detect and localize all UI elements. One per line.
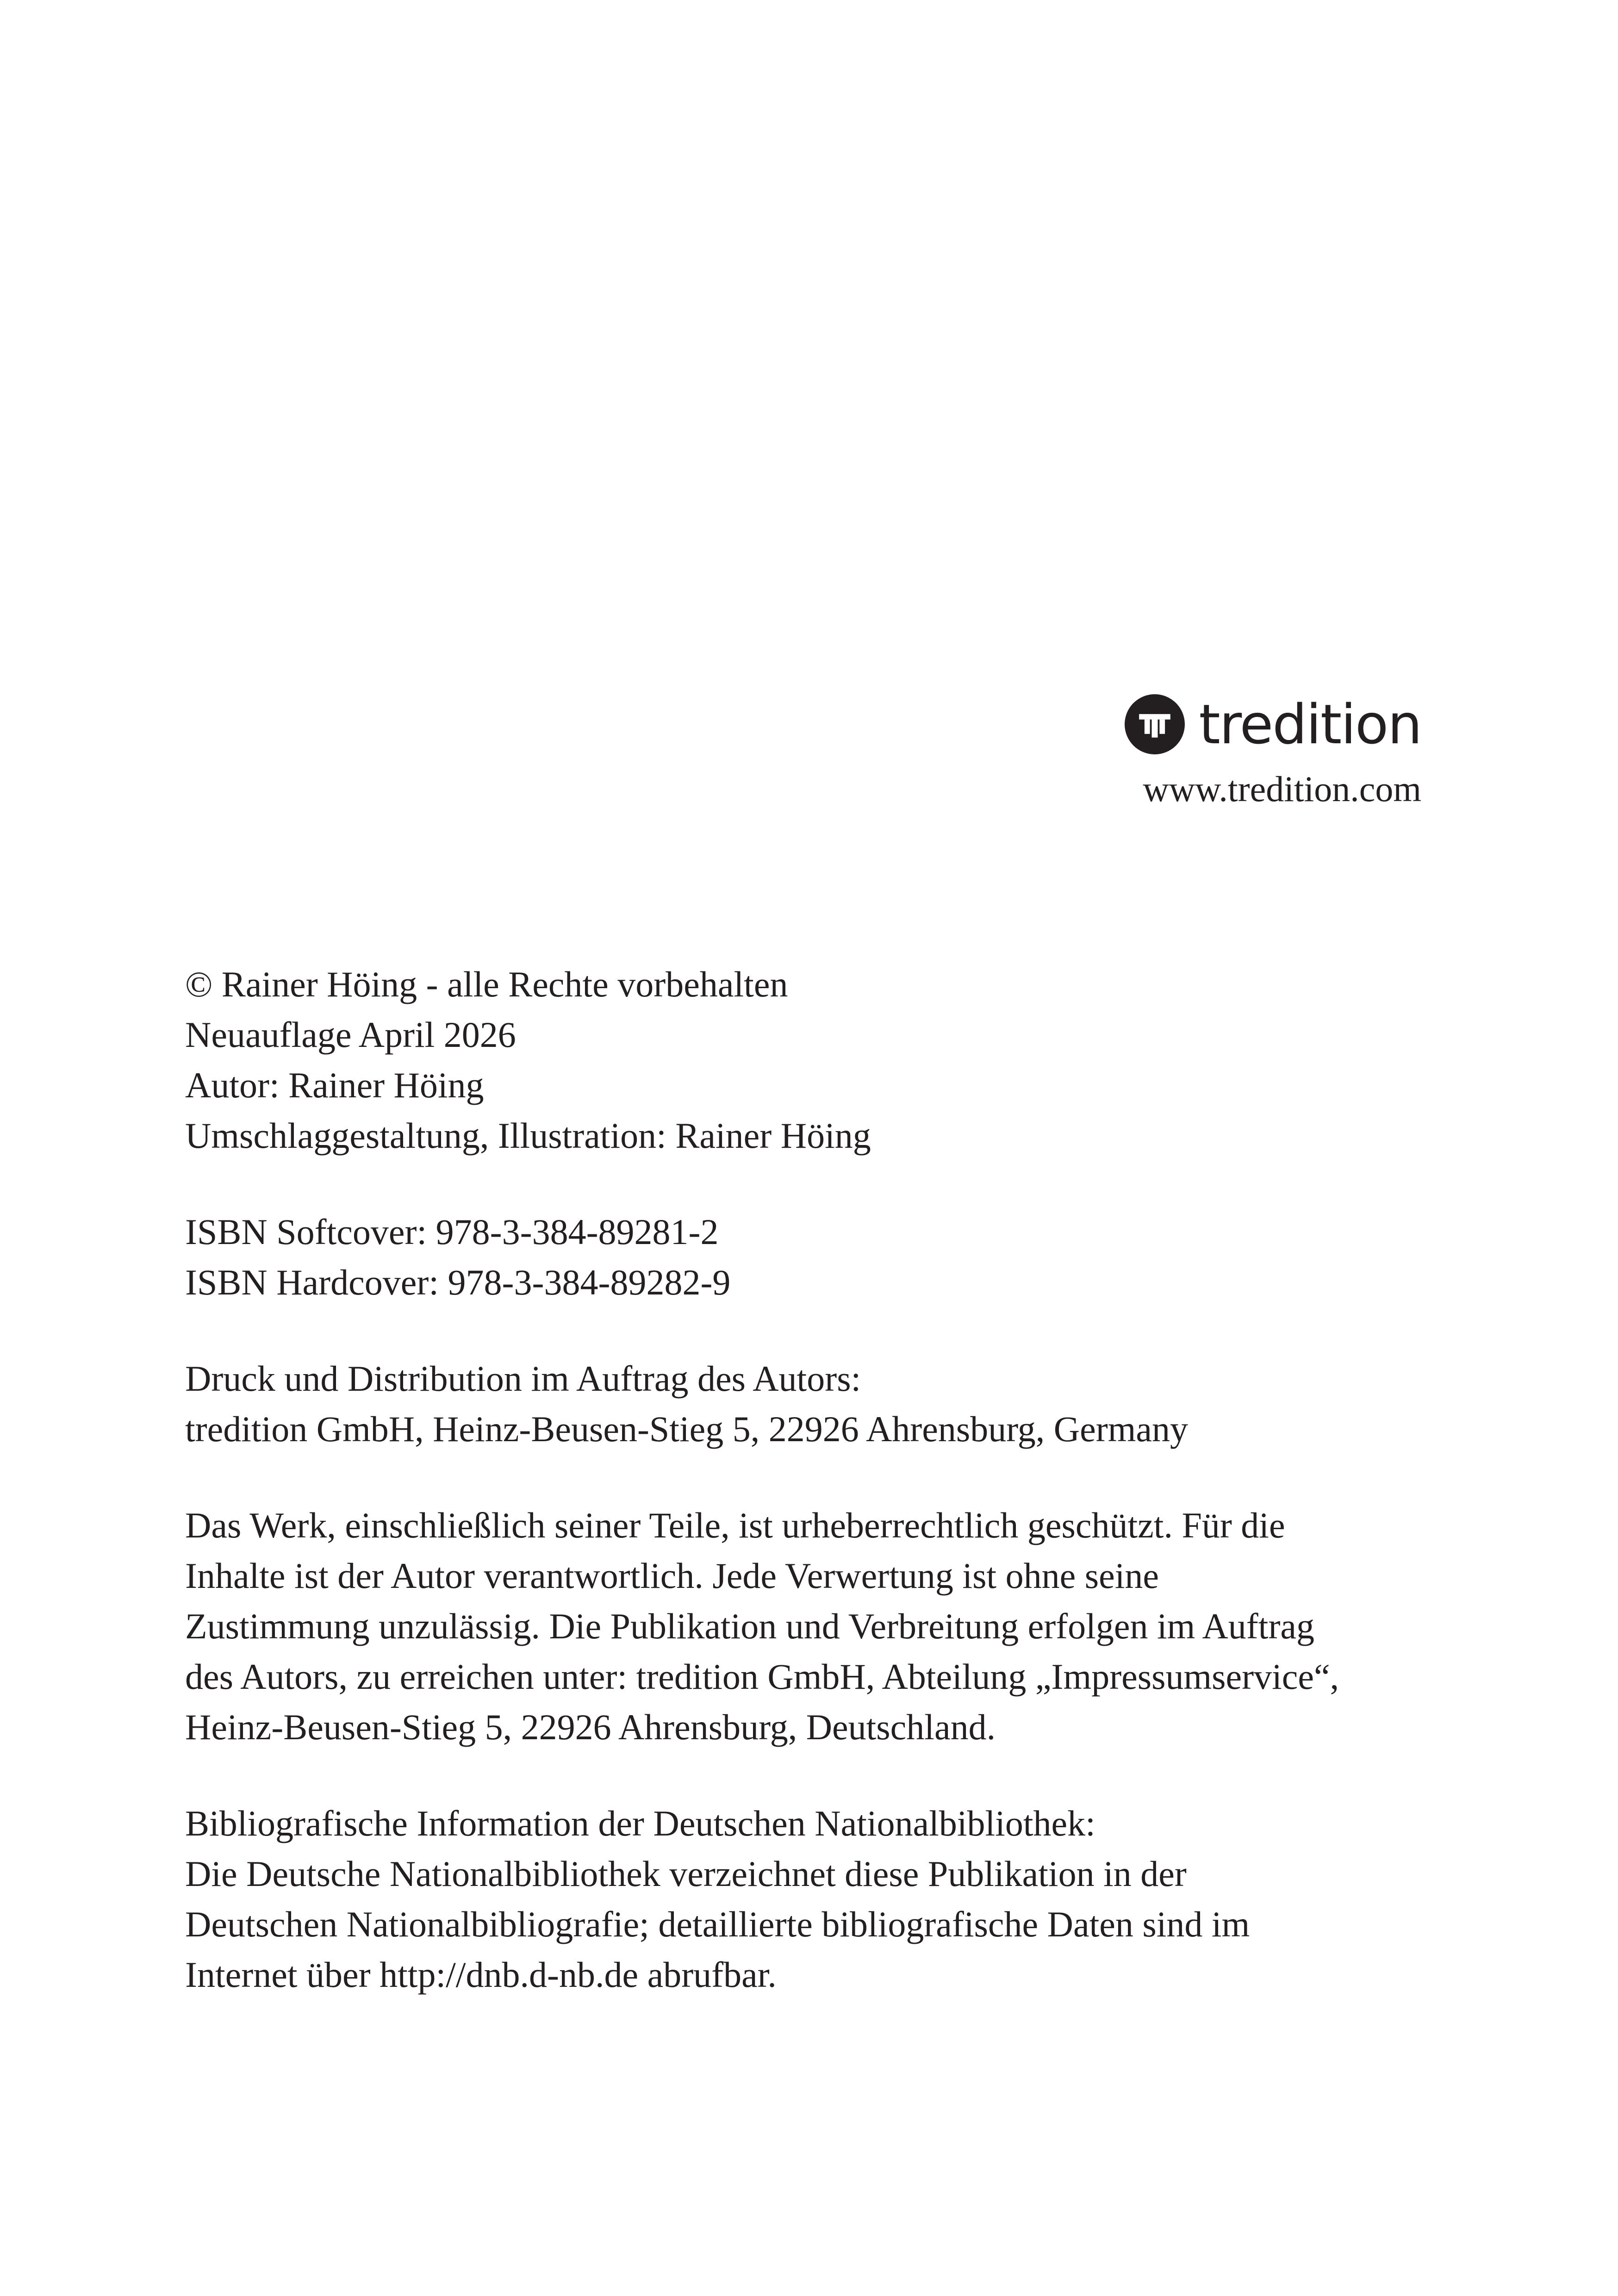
publisher-logo (1005, 690, 1421, 759)
publisher-block (1005, 690, 1421, 807)
author-line: Autor: Rainer Höing (185, 1065, 484, 1105)
imprint-text (185, 959, 1435, 2046)
bibliographic-info-line: Die Deutsche Nationalbibliothek verzeichnet diese Publikation in der (185, 1854, 1187, 1894)
publisher-url: www.tredition.com (1143, 769, 1421, 809)
isbn-hardcover: ISBN Hardcover: 978-3-384-89282-9 (185, 1262, 731, 1302)
copyright-notice-line: des Autors, zu erreichen unter: tredition GmbH, Abteilung „Impressumservice“, (185, 1656, 1339, 1697)
edition-line: Neuauflage April 2026 (185, 1014, 516, 1055)
distribution-address: tredition GmbH, Heinz-Beusen-Stieg 5, 22926 Ahrensburg, Germany (185, 1409, 1189, 1449)
isbn-paragraph (185, 1207, 1435, 1307)
copyright-line: © Rainer Höing - alle Rechte vorbehalten (185, 964, 788, 1004)
publisher-logo-text: tredition (1199, 692, 1421, 756)
distribution-line: Druck und Distribution im Auftrag des Autors: (185, 1358, 861, 1399)
bibliographic-info-line: Deutschen Nationalbibliografie; detaillierte bibliografische Daten sind im (185, 1904, 1250, 1944)
credits-paragraph (185, 959, 1435, 1161)
bibliographic-info-paragraph (185, 1798, 1435, 2000)
copyright-notice-line: Das Werk, einschließlich seiner Teile, ist urheberrechtlich geschützt. Für die (185, 1505, 1285, 1545)
bibliographic-info-line: Internet über http://dnb.d-nb.de abrufbar. (185, 1954, 777, 1995)
copyright-notice-line: Inhalte ist der Autor verantwortlich. Jede Verwertung ist ohne seine (185, 1556, 1159, 1596)
distribution-paragraph (185, 1353, 1435, 1454)
copyright-notice-paragraph (185, 1500, 1435, 1752)
copyright-notice-line: Zustimmung unzulässig. Die Publikation und Verbreitung erfolgen im Auftrag (185, 1606, 1315, 1646)
tredition-logo-icon (1125, 694, 1185, 754)
bibliographic-info-line: Bibliografische Information der Deutschen Nationalbibliothek: (185, 1803, 1095, 1843)
copyright-notice-line: Heinz-Beusen-Stieg 5, 22926 Ahrensburg, Deutschland. (185, 1707, 996, 1747)
isbn-softcover: ISBN Softcover: 978-3-384-89281-2 (185, 1212, 719, 1252)
cover-design-line: Umschlaggestaltung, Illustration: Rainer Höing (185, 1115, 871, 1156)
